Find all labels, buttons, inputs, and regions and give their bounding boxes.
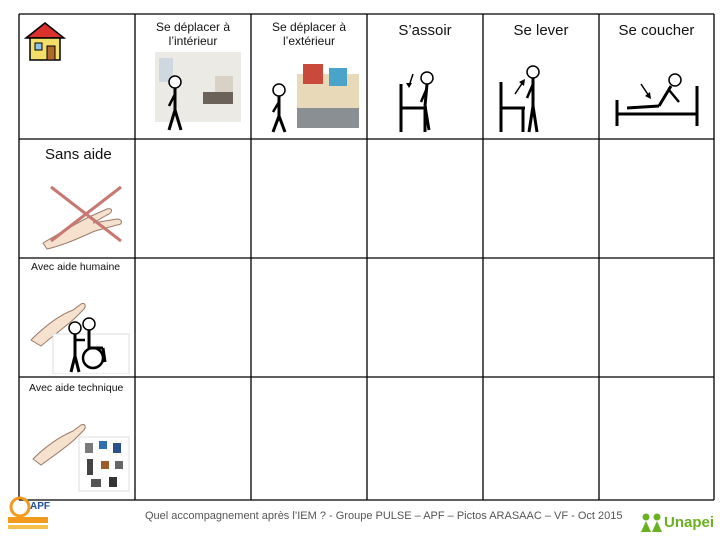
column-label: S’assoir [398,22,452,39]
walk-outdoor-icon [265,56,361,134]
column-header-interieur [135,14,251,139]
row-header-aide-humaine [19,258,135,377]
unapei-logo-figures [640,512,664,534]
column-header-exterieur [251,14,367,139]
column-label: Se déplacer à l’intérieur [155,20,231,49]
stand-up-icon [497,64,557,134]
column-header-lever [483,14,599,139]
sit-down-icon [397,70,457,134]
apf-logo-graphic [6,493,54,537]
row-label: Avec aide humaine [31,261,121,273]
column-label: Se lever [513,22,569,39]
footer-text: Quel accompagnement après l’IEM ? - Groupe PULSE – APF – Pictos ARASAAC – VF - Oct 2015 [145,510,623,522]
column-header-coucher [599,14,714,139]
apf-logo-text: APF [30,501,50,512]
technical-help-icon [29,407,133,493]
human-help-icon [27,288,131,374]
column-label: Se coucher [618,22,695,39]
unapei-logo-text: Unapei [664,514,715,531]
walk-indoor-icon [145,52,245,134]
apf-logo [6,493,54,537]
house-icon [22,18,68,64]
row-label: Sans aide [45,146,112,163]
row-header-sans-aide [19,139,135,258]
row-label: Avec aide technique [29,382,124,394]
row-header-aide-technique [19,377,135,500]
no-help-icon [37,179,131,251]
unapei-logo [640,510,720,536]
lie-down-icon [613,70,701,130]
column-header-assoir [367,14,483,139]
corner-cell [22,18,72,68]
column-label: Se déplacer à l’extérieur [271,20,347,49]
